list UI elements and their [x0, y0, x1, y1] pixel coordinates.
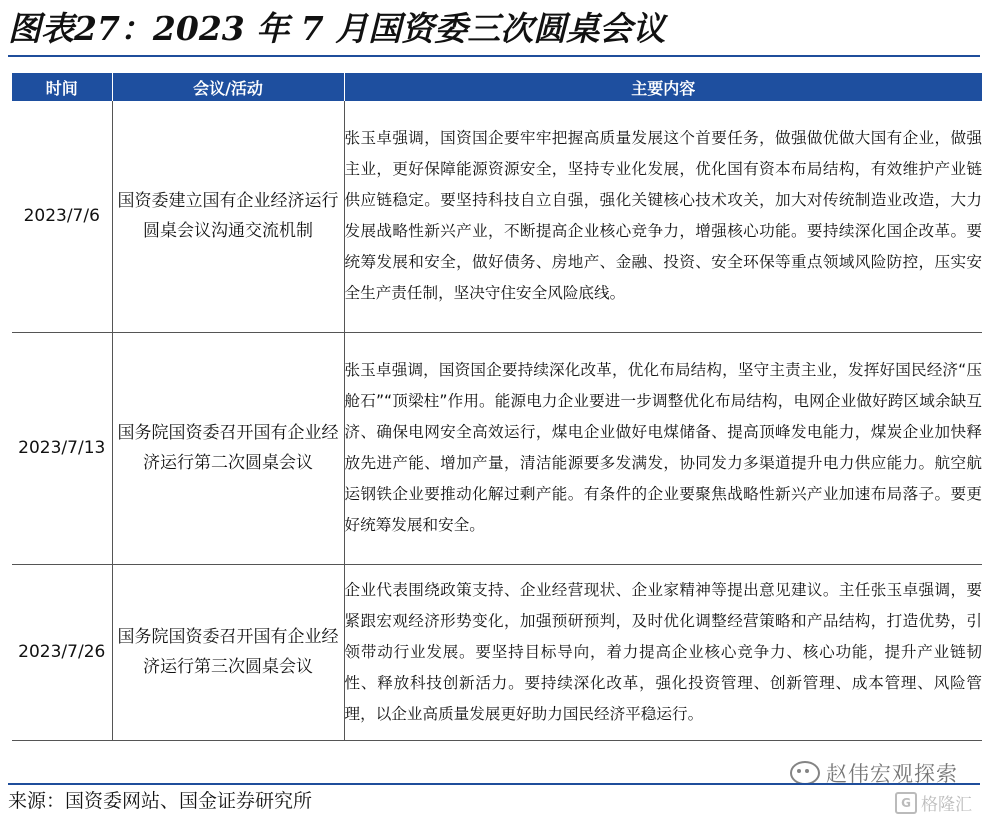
table-row [12, 101, 982, 332]
table-row [12, 332, 982, 564]
row-date: 2023/7/13 [12, 332, 112, 564]
header-content: 主要内容 [344, 73, 982, 101]
table-header-row [12, 73, 982, 101]
row-content: 企业代表围绕政策支持、企业经营现状、企业家精神等提出意见建议。主任张玉卓强调，要紧跟宏观经济形势变化，加强预研预判，及时优化调整经营策略和产品结构，打造优势，引领带动行业发展。要坚持目标导向，着力提高企业核心竞争力、核心功能，提升产业链韧性、释放科技创新活力。要持续深化改革，强化投资管理、创新管理、成本管理、风险管理，以企业高质量发展更好助力国民经济平稳运行。 [344, 564, 982, 740]
row-meeting: 国资委建立国有企业经济运行圆桌会议沟通交流机制 [112, 101, 344, 332]
platform-logo-icon: G [895, 792, 917, 814]
table-row [12, 564, 982, 740]
meetings-table [12, 73, 982, 741]
row-content: 张玉卓强调，国资国企要牢牢把握高质量发展这个首要任务，做强做优做大国有企业，做强主业，更好保障能源资源安全，坚持专业化发展，优化国有资本布局结构，有效维护产业链供应链稳定。要坚持科技自立自强，强化关键核心技术攻关，加大对传统制造业改造，大力发展战略性新兴产业，不断提高企业核心竞争力，增强核心功能。要持续深化国企改革。要统筹发展和安全，做好债务、房地产、金融、投资、安全环保等重点领域风险防控，压实安全生产责任制，坚决守住安全风险底线。 [344, 101, 982, 332]
row-content: 张玉卓强调，国资国企要持续深化改革，优化布局结构，坚守主责主业，发挥好国民经济“压舱石”“顶梁柱”作用。能源电力企业要进一步调整优化布局结构，电网企业做好跨区域余缺互济、确保电网安全高效运行，煤电企业做好电煤储备、提高顶峰发电能力，煤炭企业加快释放先进产能、增加产量，清洁能源要多发满发，协同发力多渠道提升电力供应能力。航空航运钢铁企业要推动化解过剩产能。有条件的企业要聚焦战略性新兴产业加速布局落子。要更好统筹发展和安全。 [344, 332, 982, 564]
platform-watermark [895, 790, 972, 815]
wechat-icon [790, 761, 820, 785]
footer-divider [8, 783, 980, 785]
header-time: 时间 [12, 73, 112, 101]
account-watermark-text: 赵伟宏观探索 [826, 762, 958, 786]
source-note: 来源：国资委网站、国金证券研究所 [8, 790, 313, 812]
row-meeting: 国务院国资委召开国有企业经济运行第三次圆桌会议 [112, 564, 344, 740]
title-divider [8, 55, 980, 57]
row-meeting: 国务院国资委召开国有企业经济运行第二次圆桌会议 [112, 332, 344, 564]
chart-title: 图表27：2023 年 7 月国资委三次圆桌会议 [8, 9, 666, 48]
row-date: 2023/7/6 [12, 101, 112, 332]
platform-watermark-text: 格隆汇 [921, 795, 972, 815]
row-date: 2023/7/26 [12, 564, 112, 740]
header-meeting: 会议/活动 [112, 73, 344, 101]
